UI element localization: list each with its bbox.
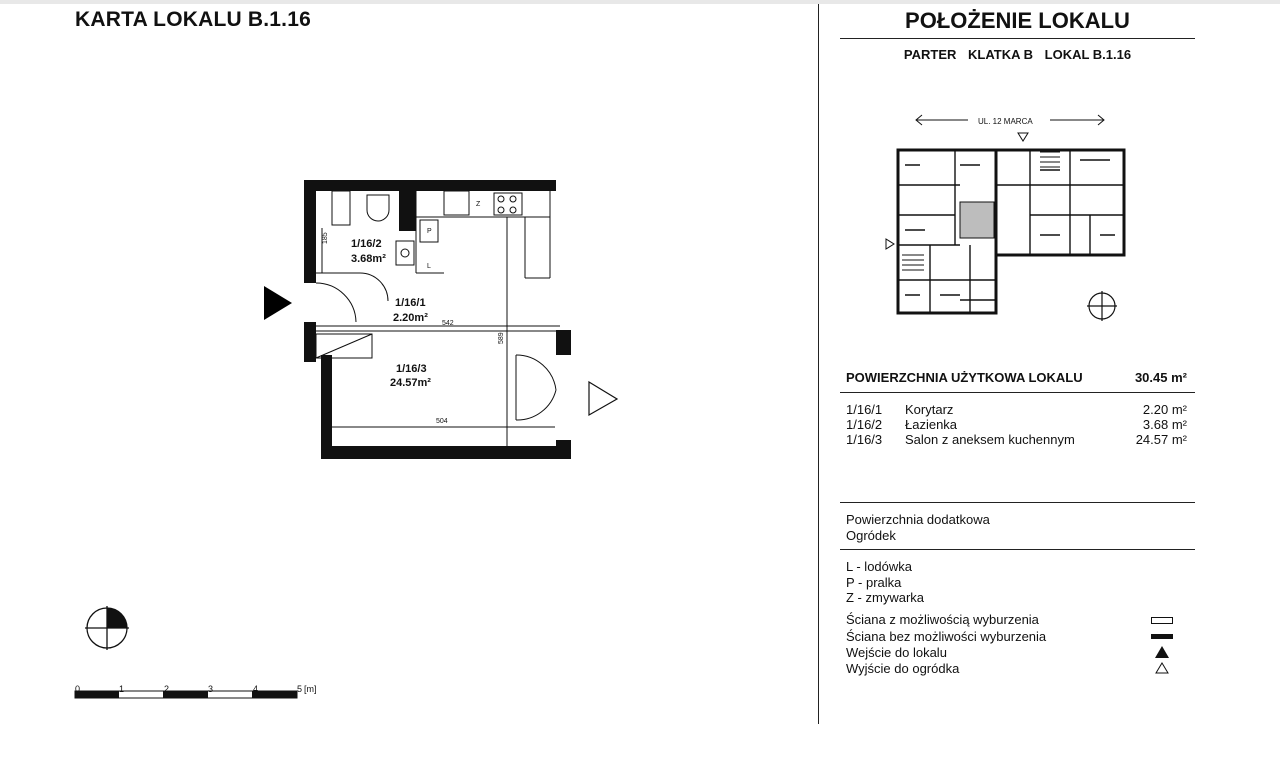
legend-abbrev-washer: P - pralka — [846, 575, 902, 590]
room-name: Salon z aneksem kuchennym — [905, 432, 1075, 447]
room-id: 1/16/2 — [846, 417, 883, 432]
scale-tick: 4 — [253, 684, 259, 694]
entrance-symbol-icon — [1155, 646, 1169, 658]
garden-exit-symbol-icon — [1155, 662, 1169, 674]
room-area: 24.57 m² — [1135, 432, 1187, 447]
legend-abbrev-fridge: L - lodówka — [846, 559, 912, 574]
divider — [840, 38, 1195, 39]
scale-bar — [74, 690, 304, 700]
staircase-label: KLATKA B — [968, 47, 1034, 62]
room-area-living: 24.57m² — [390, 377, 431, 389]
room-row — [846, 417, 1187, 433]
location-subtitle — [840, 47, 1195, 62]
side-entry-marker-icon — [886, 239, 894, 249]
location-title: POŁOŻENIE LOKALU — [905, 8, 1130, 33]
room-id-bathroom: 1/16/2 — [351, 238, 382, 250]
scale-tick: 0 — [75, 684, 81, 694]
legend-load-bearing-wall: Ściana bez możliwości wyburzenia — [846, 629, 1047, 644]
appliance-p: P — [427, 228, 432, 235]
scale-tick: 3 — [208, 684, 214, 694]
room-id-corridor: 1/16/1 — [395, 297, 426, 309]
room-area: 2.20 m² — [1142, 402, 1187, 417]
room-name: Korytarz — [905, 402, 954, 417]
divider — [840, 392, 1195, 393]
unit-label: LOKAL B.1.16 — [1044, 47, 1132, 62]
room-row — [846, 402, 1187, 418]
legend-garden-exit: Wyjście do ogródka — [846, 661, 960, 676]
usable-area-heading: POWIERZCHNIA UŻYTKOWA LOKALU — [846, 370, 1083, 385]
unit-floor-plan — [250, 170, 630, 470]
room-area: 3.68 m² — [1142, 417, 1187, 432]
room-area-bathroom: 3.68m² — [351, 253, 386, 265]
top-border — [0, 0, 1280, 4]
scale-tick: 5 — [297, 684, 303, 694]
legend-unit-entrance: Wejście do lokalu — [846, 645, 947, 660]
scale-tick: 2 — [164, 684, 170, 694]
dim-504: 504 — [436, 418, 448, 425]
document-title: KARTA LOKALU B.1.16 — [75, 8, 311, 31]
floor-label: PARTER — [903, 47, 957, 62]
divider — [840, 502, 1195, 503]
usable-area-total: 30.45 m² — [1134, 370, 1187, 385]
garden-exit-arrow-icon — [589, 382, 617, 415]
entrance-arrow-icon — [264, 286, 292, 320]
building-entry-marker-icon — [1018, 133, 1028, 141]
load-bearing-wall-symbol-icon — [1151, 634, 1173, 639]
appliance-l: L — [427, 263, 431, 270]
room-name: Łazienka — [905, 417, 958, 432]
room-id-living: 1/16/3 — [396, 363, 427, 375]
key-plan-compass-icon — [1087, 291, 1117, 321]
legend-abbrev-dishwasher: Z - zmywarka — [846, 590, 924, 605]
room-id: 1/16/1 — [846, 402, 883, 417]
divider — [840, 549, 1195, 550]
highlighted-unit-location — [960, 202, 994, 238]
north-compass-icon — [84, 606, 132, 650]
dim-185: 185 — [322, 232, 329, 244]
dim-589: 589 — [498, 332, 505, 344]
building-key-plan — [880, 108, 1130, 323]
removable-wall-symbol-icon — [1151, 617, 1173, 624]
scale-tick: 1 — [119, 684, 125, 694]
dim-542: 542 — [442, 320, 454, 327]
scale-unit: [m] — [304, 684, 317, 694]
room-id: 1/16/3 — [846, 432, 883, 447]
room-row — [846, 432, 1187, 448]
legend-removable-wall: Ściana z możliwością wyburzenia — [846, 612, 1039, 627]
additional-area-label: Powierzchnia dodatkowa — [846, 512, 990, 527]
panel-divider — [818, 4, 819, 724]
room-area-corridor: 2.20m² — [393, 312, 428, 324]
garden-label: Ogródek — [846, 528, 896, 543]
appliance-z: Z — [476, 201, 481, 208]
street-label: UL. 12 MARCA — [978, 117, 1033, 126]
